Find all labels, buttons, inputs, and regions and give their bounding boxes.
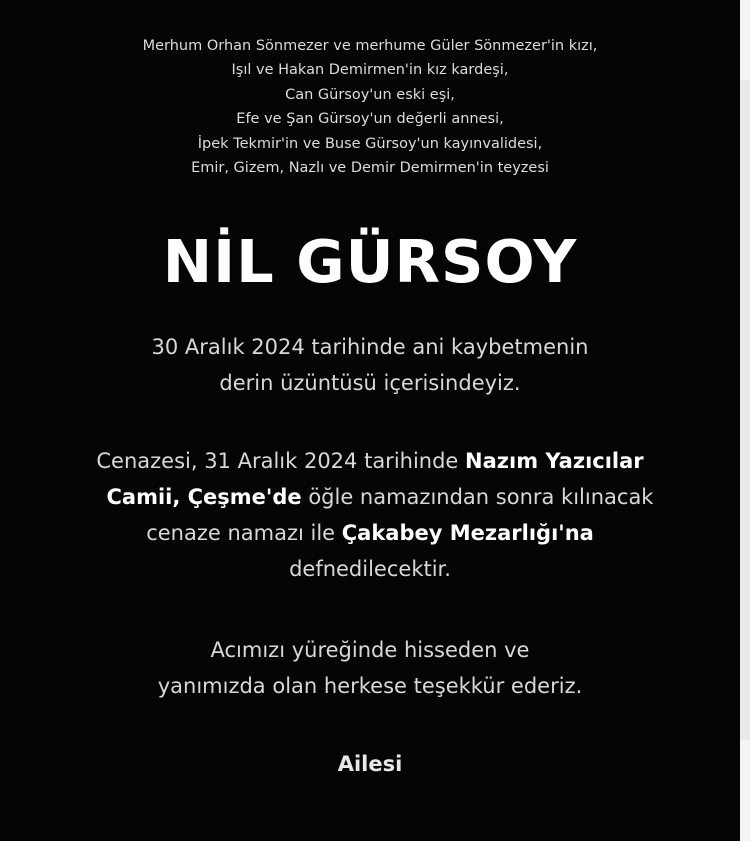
cemetery-name: Çakabey Mezarlığı'na (341, 521, 594, 545)
deceased-name: NİL GÜRSOY (162, 227, 578, 296)
mosque-location: Camii, Çeşme'de (106, 485, 302, 509)
funeral-line: defnedilecektir. (289, 557, 451, 581)
funeral-text: Cenazesi, 31 Aralık 2024 tarihinde (96, 449, 466, 473)
funeral-text: öğle namazından sonra kılınacak (301, 485, 654, 509)
funeral-line (0, 443, 740, 479)
relation-line: Emir, Gizem, Nazlı ve Demir Demirmen'in teyzesi (191, 160, 549, 177)
announcement-line: derin üzüntüsü içerisindeyiz. (219, 371, 521, 395)
announcement-text (0, 329, 740, 401)
relation-line: Işıl ve Hakan Demirmen'in kız kardeşi, (231, 62, 509, 79)
funeral-text: cenaze namazı ile (146, 521, 342, 545)
announcement-line: 30 Aralık 2024 tarihinde ani kaybetmenin (151, 335, 589, 359)
relation-line: Merhum Orhan Sönmezer ve merhume Güler Sönmezer'in kızı, (142, 38, 598, 54)
relation-line: Efe ve Şan Gürsoy'un değerli annesi, (236, 111, 504, 128)
relation-line: İpek Tekmir'in ve Buse Gürsoy'un kayınvalidesi, (197, 135, 543, 152)
page-edge (740, 0, 750, 841)
mosque-name: Nazım Yazıcılar (465, 449, 644, 473)
edge-shade (740, 80, 750, 740)
relation-line: Can Gürsoy'un eski eşi, (285, 86, 455, 103)
thanks-text (0, 632, 740, 704)
thanks-line: yanımızda olan herkese teşekkür ederiz. (157, 674, 583, 698)
funeral-details (0, 443, 740, 587)
family-signature: Ailesi (337, 752, 403, 776)
funeral-line (0, 515, 740, 551)
thanks-line: Acımızı yüreğinde hisseden ve (210, 638, 530, 662)
funeral-line (20, 479, 740, 515)
relations-block (0, 34, 740, 180)
